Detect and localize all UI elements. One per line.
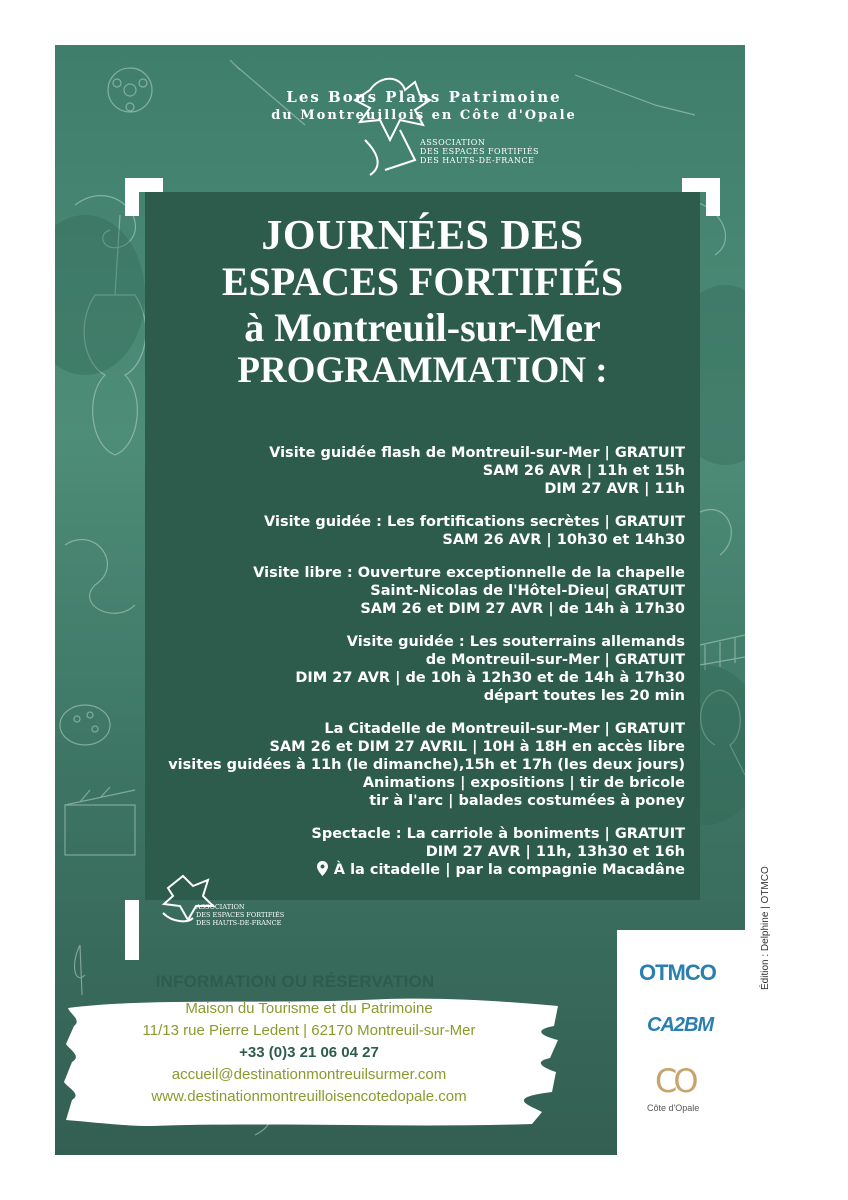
association-line: ASSOCIATION (196, 903, 245, 911)
title-line-2: ESPACES FORTIFIÉS (221, 259, 624, 304)
events-list (165, 444, 685, 894)
event-item (165, 720, 685, 810)
event-line: DIM 27 AVR | de 10h à 12h30 et de 14h à 17h30 (295, 670, 685, 686)
partner-logos (617, 930, 745, 1155)
otmco-logo: OTMCO (639, 960, 716, 985)
association-line: ASSOCIATION (420, 138, 486, 147)
event-item (165, 633, 685, 705)
event-line: Visite guidée : Les fortifications secrètes | GRATUIT (264, 514, 685, 530)
info-website[interactable]: www.destinationmontreuilloisencotedopale.com (151, 1088, 467, 1105)
event-item (165, 513, 685, 549)
event-line: de Montreuil-sur-Mer | GRATUIT (425, 652, 685, 668)
event-item (165, 825, 685, 879)
event-line: Visite guidée flash de Montreuil-sur-Mer | GRATUIT (269, 445, 685, 461)
association-line: DES HAUTS-DE-FRANCE (196, 919, 282, 927)
association-caption-top (420, 138, 539, 165)
info-email[interactable]: accueil@destinationmontreuilsurmer.com (171, 1066, 447, 1083)
event-line: SAM 26 et DIM 27 AVRIL | 10H à 18H en accès libre (269, 739, 685, 755)
edition-credit: Édition : Delphine | OTMCO (760, 866, 771, 990)
event-line: Spectacle : La carriole à boniments | GRATUIT (311, 826, 685, 842)
association-line: DES HAUTS-DE-FRANCE (420, 156, 535, 165)
corner-bracket-bottom-left (125, 900, 139, 960)
event-line: Saint-Nicolas de l'Hôtel-Dieu| GRATUIT (370, 583, 685, 599)
header-line-1: Les Bons Plans Patrimoine (286, 88, 562, 106)
event-line: SAM 26 et DIM 27 AVR | de 14h à 17h30 (360, 601, 685, 617)
event-item (165, 564, 685, 618)
event-line: Visite guidée : Les souterrains allemands (346, 634, 685, 650)
cote-opale-label: Côte d'Opale (647, 1103, 700, 1113)
event-item (165, 444, 685, 498)
header-line-2: du Montreuillois en Côte d'Opale (271, 108, 577, 123)
event-location-text: À la citadelle | par la compagnie Macadâne (333, 862, 685, 878)
info-phone[interactable]: +33 (0)3 21 06 04 27 (239, 1044, 379, 1061)
event-line: Visite libre : Ouverture exceptionnelle de la chapelle (253, 565, 685, 581)
event-line: SAM 26 AVR | 11h et 15h (482, 463, 685, 479)
event-line: départ toutes les 20 min (483, 688, 685, 704)
event-location (165, 861, 685, 879)
location-pin-icon (317, 861, 328, 876)
info-address: 11/13 rue Pierre Ledent | 62170 Montreuil-sur-Mer (142, 1022, 476, 1039)
event-line: DIM 27 AVR | 11h, 13h30 et 16h (425, 844, 685, 860)
info-place: Maison du Tourisme et du Patrimoine (185, 1000, 433, 1017)
corner-bracket-top-right (706, 178, 720, 216)
event-line: visites guidées à 11h (le dimanche),15h et 17h (les deux jours) (168, 757, 685, 773)
event-line: tir à l'arc | balades costumées à poney (369, 793, 685, 809)
info-title: INFORMATION OU RÉSERVATION (155, 972, 435, 991)
ca2bm-logo: CA2BM (647, 1014, 714, 1036)
title-line-1: JOURNÉES DES (261, 213, 584, 259)
association-caption-bottom (196, 903, 284, 927)
title-line-4: PROGRAMMATION : (237, 350, 608, 391)
event-line: Animations | expositions | tir de bricole (362, 775, 685, 791)
cote-opale-logo: CO (655, 1062, 695, 1100)
corner-bracket-top-left (125, 178, 139, 216)
association-line: DES ESPACES FORTIFIÉS (420, 147, 540, 156)
title-line-3: à Montreuil-sur-Mer (244, 305, 601, 350)
info-details (74, 998, 544, 1108)
event-line: SAM 26 AVR | 10h30 et 14h30 (442, 532, 685, 548)
association-line: DES ESPACES FORTIFIÉS (196, 911, 285, 919)
event-line: La Citadelle de Montreuil-sur-Mer | GRATUIT (324, 721, 685, 737)
event-line: DIM 27 AVR | 11h (544, 481, 685, 497)
title-block (145, 213, 700, 391)
